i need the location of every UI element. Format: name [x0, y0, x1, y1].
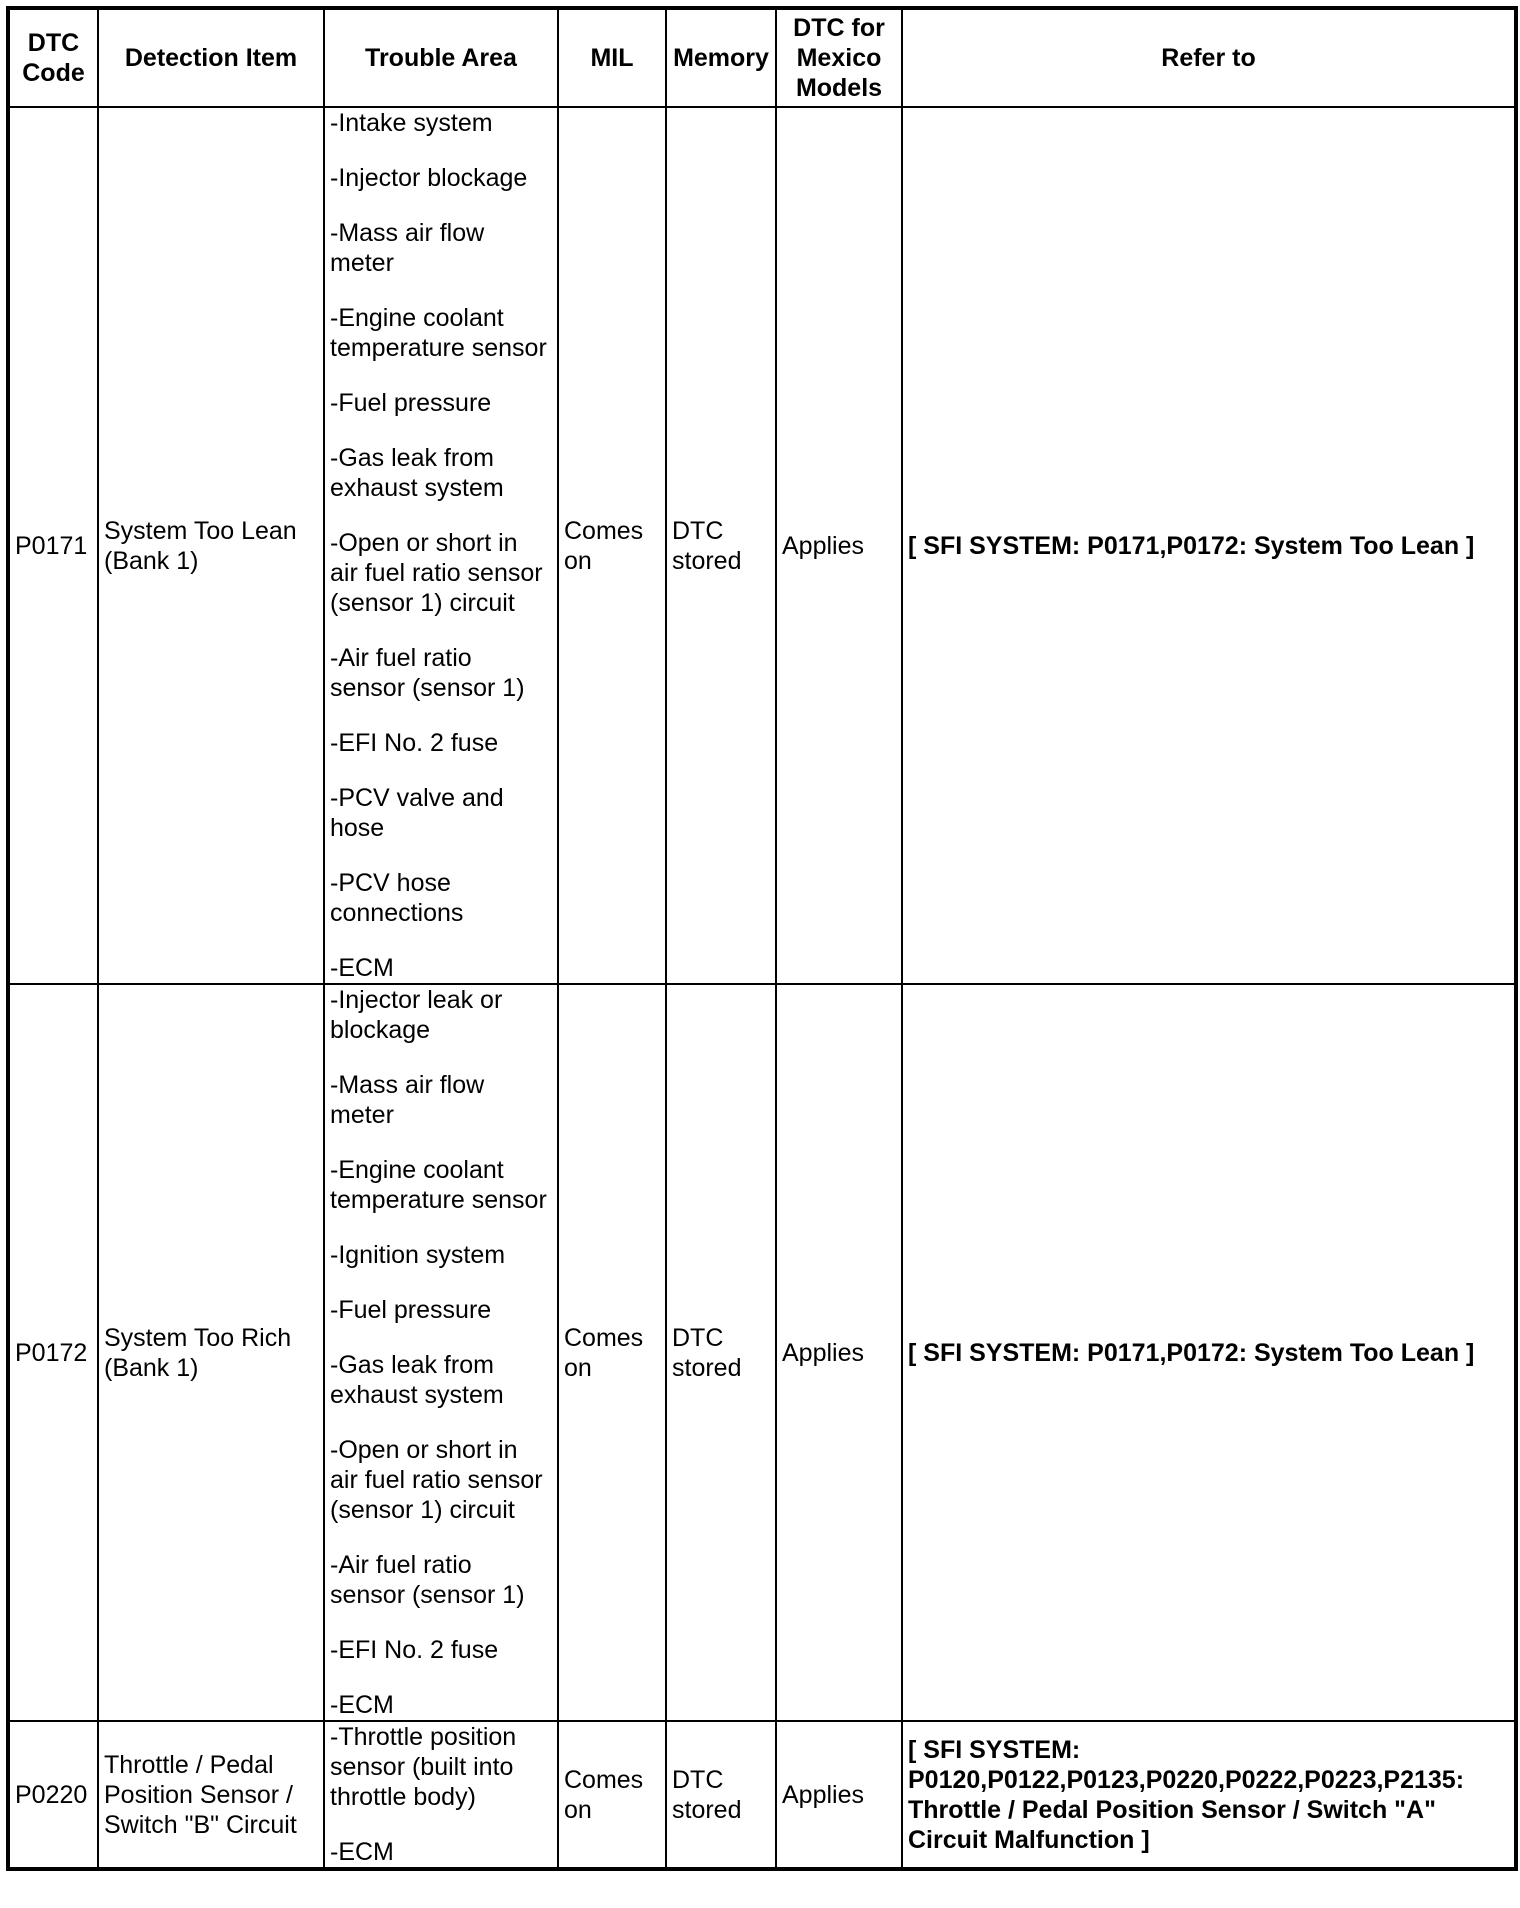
mexico-cell: Applies — [776, 1721, 902, 1869]
trouble-area-item: -Open or short in air fuel ratio sensor (sensor 1) circuit — [330, 1436, 543, 1524]
memory-cell: DTC stored — [666, 984, 776, 1721]
trouble-area-item: -ECM — [330, 1691, 394, 1719]
header-dtc-code: DTC Code — [8, 8, 98, 107]
header-mexico: DTC for Mexico Models — [776, 8, 902, 107]
trouble-area-cell — [324, 984, 558, 1721]
trouble-area-item: -Engine coolant temperature sensor — [330, 1156, 547, 1214]
mexico-cell: Applies — [776, 107, 902, 984]
trouble-area-item: -Open or short in air fuel ratio sensor (sensor 1) circuit — [330, 529, 543, 617]
header-row — [8, 8, 1516, 107]
header-trouble-area: Trouble Area — [324, 8, 558, 107]
trouble-area-item: -Mass air flow meter — [330, 1071, 485, 1129]
trouble-area-item: -Intake system — [330, 109, 493, 137]
trouble-area-item: -PCV valve and hose — [330, 784, 504, 842]
trouble-area-item: -Gas leak from exhaust system — [330, 1351, 504, 1409]
table-row — [8, 107, 1516, 984]
header-mil: MIL — [558, 8, 666, 107]
trouble-area-item: -Fuel pressure — [330, 389, 492, 417]
detection-item-cell: Throttle / Pedal Position Sensor / Switch "B" Circuit — [98, 1721, 324, 1869]
header-memory: Memory — [666, 8, 776, 107]
dtc-page — [6, 6, 1518, 1871]
trouble-area-item: -EFI No. 2 fuse — [330, 729, 499, 757]
header-refer-to: Refer to — [902, 8, 1516, 107]
trouble-area-item: -EFI No. 2 fuse — [330, 1636, 499, 1664]
trouble-area-item: -Fuel pressure — [330, 1296, 492, 1324]
trouble-area-item: -ECM — [330, 1838, 394, 1866]
mil-cell: Comes on — [558, 984, 666, 1721]
dtc-code-cell: P0172 — [8, 984, 98, 1721]
mexico-cell: Applies — [776, 984, 902, 1721]
detection-item-cell: System Too Lean (Bank 1) — [98, 107, 324, 984]
trouble-area-item: -Injector blockage — [330, 164, 528, 192]
trouble-area-item: -Air fuel ratio sensor (sensor 1) — [330, 644, 525, 702]
trouble-area-item: -Gas leak from exhaust system — [330, 444, 504, 502]
refer-to-link[interactable]: [ SFI SYSTEM: P0171,P0172: System Too Lean ] — [902, 984, 1516, 1721]
table-row — [8, 984, 1516, 1721]
refer-to-link[interactable]: [ SFI SYSTEM: P0120,P0122,P0123,P0220,P0222,P0223,P2135: Throttle / Pedal Position Sensor / Switch "A" Circuit Malfunction ] — [902, 1721, 1516, 1869]
trouble-area-item: -PCV hose connections — [330, 869, 464, 927]
trouble-area-item: -Air fuel ratio sensor (sensor 1) — [330, 1551, 525, 1609]
trouble-area-cell — [324, 107, 558, 984]
table-row — [8, 1721, 1516, 1869]
trouble-area-item: -Throttle position sensor (built into throttle body) — [330, 1723, 517, 1811]
header-detection-item: Detection Item — [98, 8, 324, 107]
mil-cell: Comes on — [558, 107, 666, 984]
memory-cell: DTC stored — [666, 1721, 776, 1869]
trouble-area-item: -Ignition system — [330, 1241, 506, 1269]
trouble-area-item: -Injector leak or blockage — [330, 986, 503, 1044]
dtc-code-cell: P0220 — [8, 1721, 98, 1869]
trouble-area-cell — [324, 1721, 558, 1869]
mil-cell: Comes on — [558, 1721, 666, 1869]
dtc-code-cell: P0171 — [8, 107, 98, 984]
refer-to-link[interactable]: [ SFI SYSTEM: P0171,P0172: System Too Lean ] — [902, 107, 1516, 984]
trouble-area-item: -ECM — [330, 954, 394, 982]
memory-cell: DTC stored — [666, 107, 776, 984]
dtc-table — [6, 6, 1518, 1871]
trouble-area-item: -Engine coolant temperature sensor — [330, 304, 547, 362]
trouble-area-item: -Mass air flow meter — [330, 219, 485, 277]
detection-item-cell: System Too Rich (Bank 1) — [98, 984, 324, 1721]
